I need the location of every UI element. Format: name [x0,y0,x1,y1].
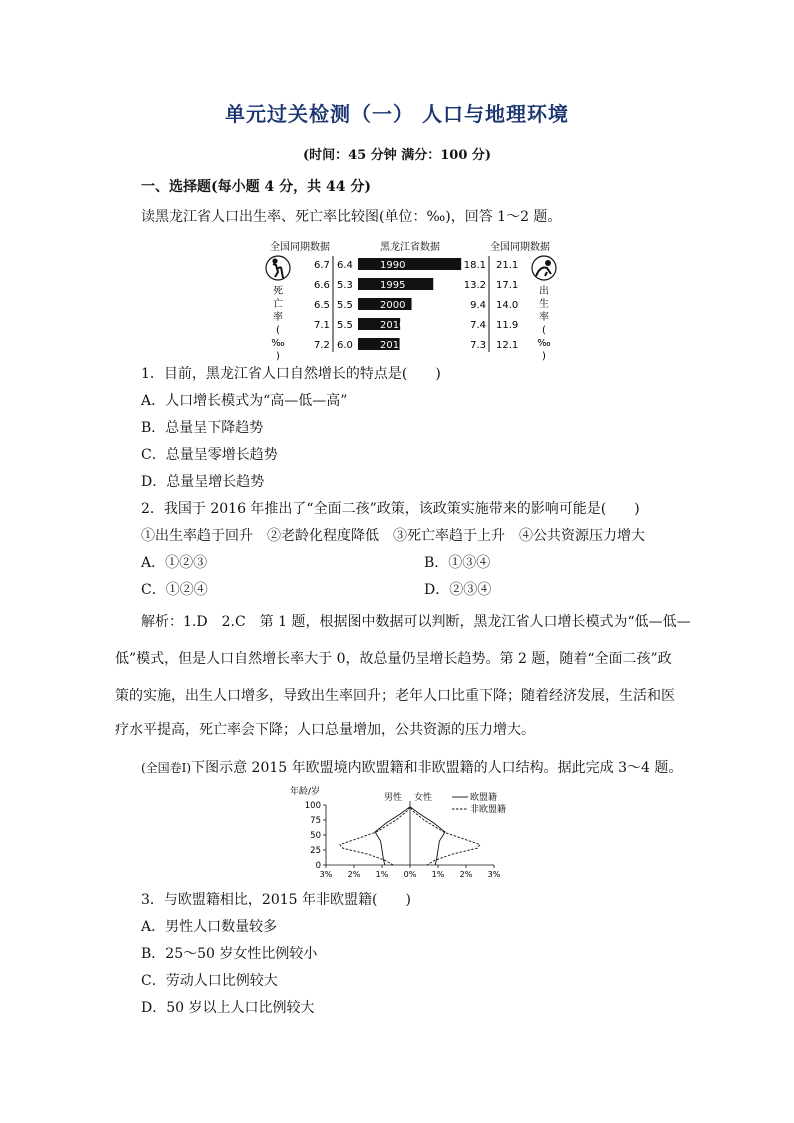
side-label-char: 死 [273,286,283,297]
q1-option-d[interactable]: D．总量呈增长趋势 [141,474,265,490]
side-label-char: 率 [539,312,549,323]
q2-items: ①出生率趋于回升 ②老龄化程度降低 ③死亡率趋于上升 ④公共资源压力增大 [141,528,645,544]
q2-option-b[interactable]: B．①③④ [424,555,491,571]
birth-rate-label: 7.3 [470,340,486,351]
side-label-char: ‰ [271,338,285,349]
national-death-rate-label: 7.1 [314,320,330,331]
page-title: 单元过关检测（一） 人口与地理环境 [225,102,569,126]
death-rate-label: 6.4 [337,260,353,271]
chart-header-mid: 黑龙江省数据 [380,242,440,253]
question-intro: 读黑龙江省人口出生率、死亡率比较图(单位：‰)，回答 1～2 题。 [141,209,562,225]
x-tick-label: 0% [403,870,417,879]
q3-option-a[interactable]: A．男性人口数量较多 [141,919,278,935]
y-tick-label: 50 [310,831,321,841]
death-rate-label: 5.5 [337,300,353,311]
side-label-char: 出 [539,286,549,297]
side-label-char: ) [542,351,546,362]
page-subtitle: (时间：45 分钟 满分：100 分) [302,148,492,163]
analysis-line-3: 策的实施，出生人口增多，导致出生率回升；老年人口比重下降；随着经济发展，生活和医 [115,688,675,704]
chart-header-right: 全国同期数据 [490,242,550,253]
side-label-char: ( [276,325,280,336]
x-tick-label: 1% [375,870,389,879]
national-birth-rate-label: 21.1 [496,260,519,271]
birth-rate-side-label [537,284,550,362]
national-birth-rate-label: 14.0 [496,300,519,311]
elderly-person-icon [266,256,290,280]
x-tick-label: 1% [431,870,445,879]
death-rate-side-label [271,285,284,362]
year-label: 2010 [380,320,406,331]
birth-rate-bar [358,258,461,270]
female-label: 女性 [414,793,433,803]
national-birth-rate-label: 12.1 [496,340,519,351]
year-label: 2012 [380,340,406,351]
x-tick-label: 2% [347,870,361,879]
chart-header-left: 全国同期数据 [270,242,330,253]
q3-stem: 3．与欧盟籍相比，2015 年非欧盟籍( ) [141,892,411,908]
baby-icon [532,256,556,280]
death-rate-label: 6.0 [337,340,353,351]
q1-stem: 1．目前，黑龙江省人口自然增长的特点是( ) [141,366,441,382]
death-rate-label: 5.3 [337,280,353,291]
side-label-char: 亡 [273,299,283,310]
q1-option-c[interactable]: C．总量呈零增长趋势 [141,447,278,463]
side-label-char: 生 [539,299,549,310]
side-label-char: ) [276,351,280,362]
analysis-line-4: 疗水平提高，死亡率会下降；人口总量增加，公共资源的压力增大。 [115,722,535,738]
national-birth-rate-label: 11.9 [496,320,519,331]
x-tick-label: 3% [487,870,501,879]
year-label: 1990 [380,260,406,271]
q3-option-d[interactable]: D．50 岁以上人口比例较大 [141,1000,315,1016]
side-label-char: 率 [273,312,283,323]
side-label-char: ( [542,325,546,336]
legend-label: 欧盟籍 [470,793,498,803]
source-tag: (全国卷Ⅰ) [141,761,192,775]
x-tick-label: 3% [319,870,333,879]
section-heading: 一、选择题(每小题 4 分，共 44 分) [141,179,371,195]
death-rate-label: 5.5 [337,320,353,331]
analysis-line-1: 解析：1.D 2.C 第 1 题，根据图中数据可以判断，黑龙江省人口增长模式为“低—低— [141,614,691,630]
population-pyramid-chart [290,785,512,885]
q3-option-c[interactable]: C．劳动人口比例较大 [141,973,278,989]
national-birth-rate-label: 17.1 [496,280,519,291]
q2-option-d[interactable]: D．②③④ [424,582,492,598]
q1-option-a[interactable]: A．人口增长模式为“高—低—高” [141,393,348,409]
q2-option-a[interactable]: A．①②③ [141,555,208,571]
side-label-char: ‰ [537,338,551,349]
legend-label: 非欧盟籍 [470,805,507,815]
birth-rate-label: 18.1 [463,260,486,271]
analysis-line-2: 低”模式，但是人口自然增长率大于 0，故总量仍呈增长趋势。第 2 题，随着“全面二孩”政 [115,651,672,667]
year-label: 1995 [380,280,406,291]
q2-option-c[interactable]: C．①②④ [141,582,208,598]
y-tick-label: 75 [310,816,321,826]
q3-option-b[interactable]: B．25～50 岁女性比例较小 [141,946,318,962]
national-death-rate-label: 6.5 [314,300,330,311]
national-death-rate-label: 6.6 [314,280,330,291]
national-death-rate-label: 6.7 [314,260,330,271]
y-tick-label: 100 [304,801,321,811]
section2-intro-text: 下图示意 2015 年欧盟境内欧盟籍和非欧盟籍的人口结构。据此完成 3～4 题。 [191,760,683,776]
birth-death-rate-chart [258,236,566,362]
y-tick-label: 0 [315,861,321,871]
q1-option-b[interactable]: B．总量呈下降趋势 [141,420,264,436]
year-label: 2000 [380,300,406,311]
x-tick-label: 2% [459,870,473,879]
y-axis-title: 年龄/岁 [290,787,321,797]
birth-rate-label: 9.4 [470,300,486,311]
male-label: 男性 [384,793,403,803]
birth-rate-label: 7.4 [470,320,486,331]
birth-rate-label: 13.2 [463,280,486,291]
y-tick-label: 25 [310,846,321,856]
q2-stem: 2．我国于 2016 年推出了“全面二孩”政策，该政策实施带来的影响可能是( ) [141,501,640,517]
national-death-rate-label: 7.2 [314,340,330,351]
section2-intro [141,757,682,777]
